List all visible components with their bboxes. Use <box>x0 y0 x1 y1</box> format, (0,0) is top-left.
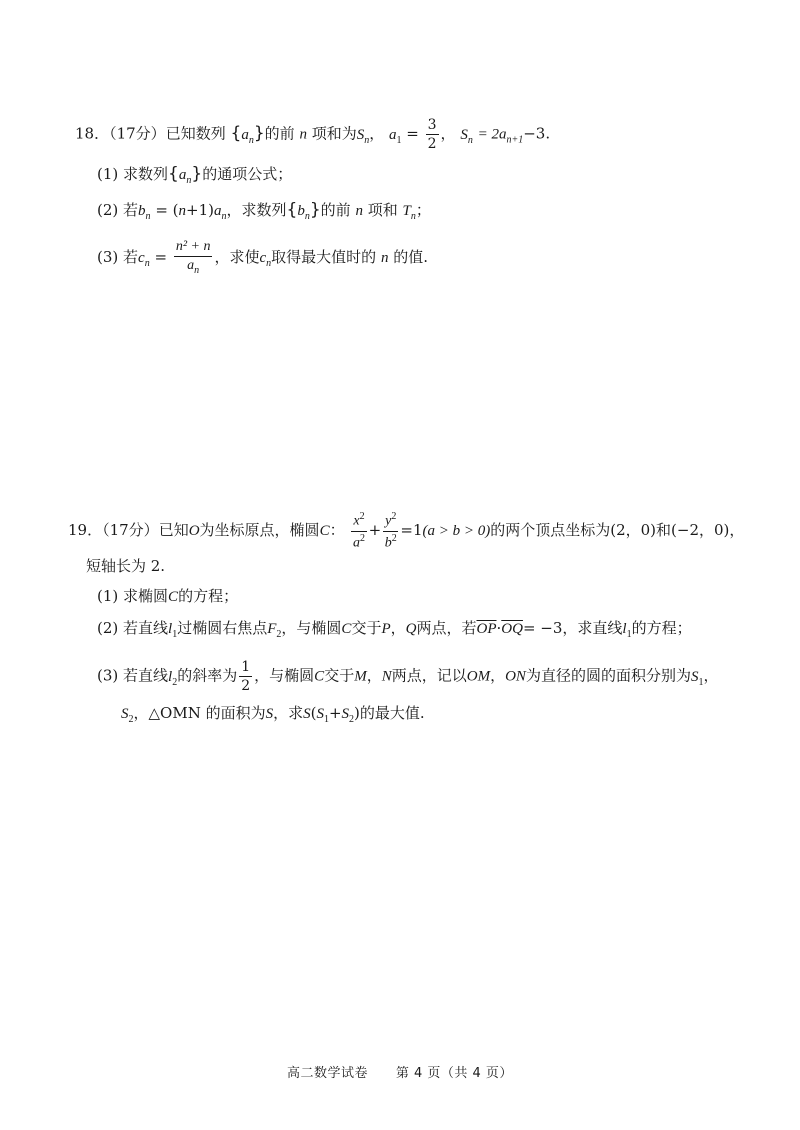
q18-sum: 项和为 <box>311 124 357 143</box>
q19-part3-b: 的斜率为 <box>177 666 238 685</box>
q19-part1-text: 求椭圆 <box>123 587 169 605</box>
q18-part3-tail: 取得最大值时的 <box>271 247 377 266</box>
q19-intro: 已知 <box>158 521 189 540</box>
q18-part3-mid: ，求使 <box>214 247 260 266</box>
q19-condition: (a > b > 0) <box>422 523 491 540</box>
q18-points: （17分） <box>109 124 166 143</box>
q19-part2: (2) 若直线$l_1$过椭圆右焦点$F_2$，与椭圆C交于P，Q两点，若$\overline{OP}\cdot\overline{OQ}= -3$，求直线$l_1$的方程； <box>97 619 692 640</box>
q19-part3-d: 交于 <box>324 666 355 685</box>
q18-intro: 已知数列 <box>165 124 226 143</box>
q18-part3: (3) 若$c_n$ = $\frac{\text{n² + n}}{a_n}$ ，求使$c_n$取得最大值时的 n 的值. <box>97 239 429 276</box>
q19-part1-tail: 的方程； <box>178 587 239 605</box>
q18-part3-text: 若 <box>123 247 139 266</box>
q18-part2-tail1: 的前 <box>320 201 351 219</box>
q18-part2-label: (2) <box>97 201 119 219</box>
q18-part1-label: (1) <box>97 165 119 183</box>
q19-part3-line2c: 的最大值. <box>359 704 425 722</box>
q18-number: 18． <box>75 124 110 143</box>
q18-part3-label: (3) <box>97 247 119 266</box>
footer-title: 高二数学试卷 <box>287 1066 369 1081</box>
q19-part2-label: (2) <box>97 619 119 637</box>
q18-part2: (2) 若$b_n = (n+1)a_n$，求数列$\{b_n\}$的前 n 项和 $T_n$； <box>97 200 431 222</box>
q19-slope-fraction: $\frac{1}{2}$ <box>241 659 251 694</box>
q19-stem: 19．（17分）已知O为坐标原点，椭圆C： $\frac{x^2}{a^2}$ + $\frac{y^2}{b^2}$ =1(a > b > 0)的两个顶点坐标为(2，0)和(−2，0)， <box>68 511 745 551</box>
q19-part3-line2b: ，求 <box>273 704 304 722</box>
q19-part2-f: ，求直线 <box>562 619 623 637</box>
q19-part3-c: ，与椭圆 <box>254 666 315 685</box>
q19-stem-line2: 短轴长为 2. <box>86 557 166 575</box>
q19-part2-b: 过椭圆右焦点 <box>177 619 268 637</box>
q19-part3-a: 若直线 <box>123 666 169 685</box>
q19-part3-e: 两点，记以 <box>391 666 467 685</box>
q18-part3-end: 的值. <box>393 247 429 266</box>
page-footer <box>0 1062 800 1081</box>
q18-part2-tail2: 项和 <box>367 201 398 219</box>
q19-part2-a: 若直线 <box>123 619 169 637</box>
q18-a1-fraction: $\frac{3}{2}$ <box>427 117 437 152</box>
q19-part1-label: (1) <box>97 587 119 605</box>
q19-part3: (3) 若直线$l_2$的斜率为 $\frac{1}{2}$ ，与椭圆C交于M，N两点，记以OM，ON为直径的圆的面积分别为$S_1$， <box>97 659 719 694</box>
q19-part2-c: ，与椭圆 <box>281 619 342 637</box>
q19-origin: 为坐标原点，椭圆 <box>199 521 320 540</box>
q19-part2-d: 交于 <box>351 619 382 637</box>
q19-part2-value: = −3 <box>522 619 563 637</box>
q19-x-fraction: $\frac{x^2}{a^2}$ <box>352 511 365 551</box>
q19-points: （17分） <box>102 521 159 540</box>
q19-part3-line2a: ，△OMN 的面积为 <box>133 704 266 722</box>
q18-part2-mid: ，求数列 <box>226 201 287 219</box>
q18-part2-text: 若 <box>123 201 139 219</box>
q18-part1: (1) 求数列$\{a_n\}$的通项公式； <box>97 164 293 186</box>
q18-formula-tail: −3. <box>523 124 551 143</box>
q18-formula: = 2a <box>477 126 507 143</box>
q19-part3-label: (3) <box>97 666 119 685</box>
q19-part3-line2: $S_2$，△OMN 的面积为S，求$S(S_1+S_2)$的最大值. <box>121 704 425 725</box>
q18-cn-fraction: $\frac{\text{n² + n}}{a_n}$ <box>175 239 211 276</box>
q19-part2-e: 两点，若 <box>416 619 477 637</box>
q19-part3-f: 为直径的圆的面积分别为 <box>525 666 691 685</box>
q18-mid: 的前 <box>264 124 295 143</box>
q19-vertex: 的两个顶点坐标为(2，0)和(−2，0)， <box>490 521 745 540</box>
q18-part1-text: 求数列 <box>123 165 169 183</box>
q18-part1-tail: 的通项公式； <box>202 165 293 183</box>
q18-stem: 18．（17分）已知数列 $\{a_n\}$的前 n 项和为$S_n$， $a_1$ = $\frac{3}{2}$ ， $S_n = 2a_{n+1}-3$. <box>75 117 551 152</box>
q19-y-fraction: $\frac{y^2}{b^2}$ <box>384 511 397 551</box>
q19-number: 19． <box>68 521 103 540</box>
q19-part1: (1) 求椭圆C的方程； <box>97 587 239 605</box>
q19-part2-g: 的方程； <box>631 619 692 637</box>
footer-page: 第 4 页（共 4 页） <box>395 1066 513 1081</box>
